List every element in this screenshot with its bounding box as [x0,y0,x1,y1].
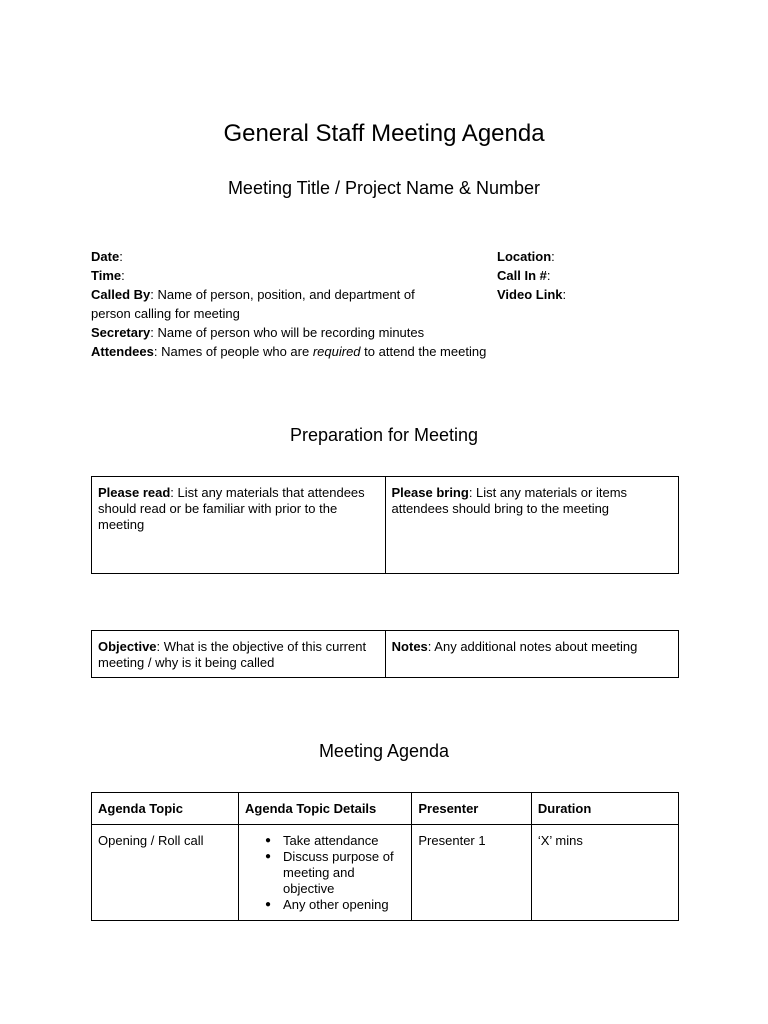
preparation-heading: Preparation for Meeting [289,425,479,445]
video-link-field: Video Link: [497,287,567,302]
call-in-field: Call In #: [497,268,551,283]
duration-cell: ‘X’ mins [531,825,678,921]
objective-cell: Objective: What is the objective of this current meeting / why is it being called [92,631,386,678]
agenda-details-cell [239,825,412,921]
agenda-heading: Meeting Agenda [318,741,450,761]
time-field: Time: [91,268,125,283]
date-field: Date: [91,249,123,264]
objective-notes-table [91,630,679,678]
page-title: General Staff Meeting Agenda [223,120,545,147]
column-header-presenter: Presenter [412,793,531,825]
called-by-field: Called By: Name of person, position, and department of person calling for meeting [91,287,415,321]
notes-cell: Notes: Any additional notes about meeting [385,631,678,678]
column-header-agenda-topic-details: Agenda Topic Details [239,793,412,825]
column-header-agenda-topic: Agenda Topic [92,793,239,825]
please-read-cell: Please read: List any materials that attendees should read or be familiar with prior to the meeting [92,477,386,574]
presenter-cell: Presenter 1 [412,825,531,921]
list-item: ● Any other opening [283,897,405,913]
please-bring-cell: Please bring: List any materials or items attendees should bring to the meeting [385,477,679,574]
list-item: ● Take attendance [283,833,405,849]
location-field: Location: [497,249,555,264]
list-item: ● Discuss purpose of meeting and objective [283,849,405,897]
column-header-duration: Duration [531,793,678,825]
meeting-details-right [497,247,697,304]
details-bullet-list [265,833,405,913]
table-row [92,825,679,921]
meeting-details-left [91,247,487,361]
meeting-subtitle: Meeting Title / Project Name & Number [227,178,541,198]
agenda-header-row [92,793,679,825]
preparation-table [91,476,679,574]
attendees-field: Attendees: Names of people who are required to attend the meeting [91,344,487,359]
agenda-table [91,792,679,921]
agenda-topic-cell: Opening / Roll call [92,825,239,921]
secretary-field: Secretary: Name of person who will be recording minutes [91,325,425,340]
